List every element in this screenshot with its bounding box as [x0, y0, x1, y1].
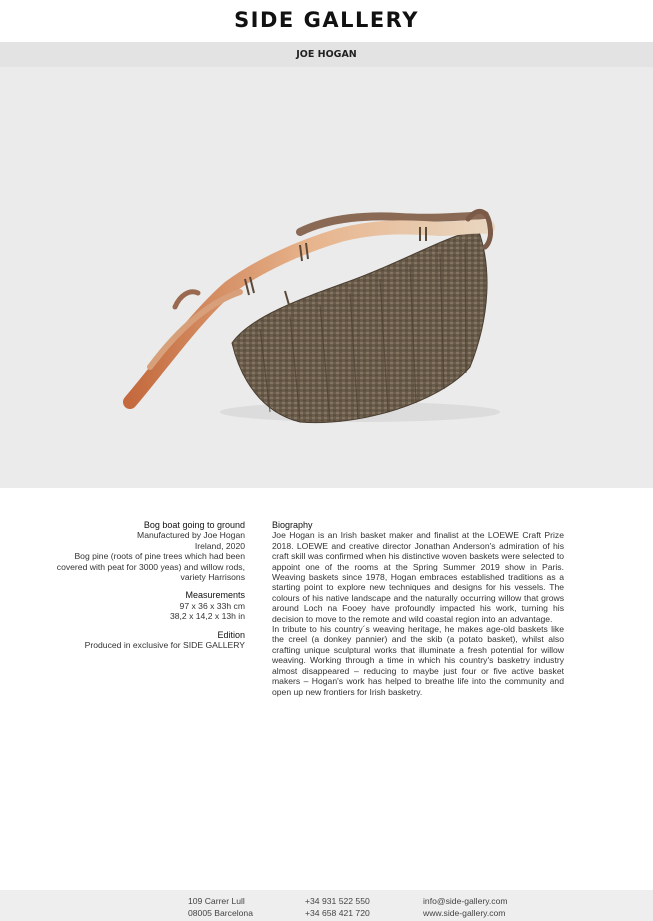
basket-illustration — [0, 67, 653, 488]
website-link[interactable]: www.side-gallery.com — [423, 908, 506, 918]
product-title: Bog boat going to ground — [143, 520, 245, 530]
biography — [272, 520, 564, 697]
product-manufacturer: Manufactured by Joe Hogan — [137, 530, 245, 541]
measurements-label: Measurements — [185, 590, 245, 601]
address-line-2: 08005 Barcelona — [188, 908, 253, 918]
artist-name: JOE HOGAN — [296, 49, 357, 60]
email-link[interactable]: info@side-gallery.com — [423, 896, 508, 906]
product-details — [45, 520, 245, 650]
address-line-1: 109 Carrer Lull — [188, 896, 245, 906]
phone-2[interactable]: +34 658 421 720 — [305, 908, 370, 918]
biography-paragraph-1: Joe Hogan is an Irish basket maker and finalist at the LOEWE Craft Prize 2018. LOEWE and creative director Jonathan Anderson's admiration of his craft skill was confirmed when his distinctive woven baskets were selected to appoint one of the rooms at the Spring Summer 2019 show in Paris. Weaving baskets since 1978, Hogan embraces established traditions as a starting point to explore new techniques and designs for his vessels. The colours of his native landscape and the naturally occurring willow that grows around Loch na Fooey have profoundly impacted his work, turning his decision to move to the remote and wild coastal region into an advantage. — [272, 530, 564, 624]
gallery-logo: SIDE GALLERY — [234, 8, 419, 32]
footer — [0, 890, 653, 921]
footer-address — [188, 895, 253, 919]
product-photo — [0, 67, 653, 488]
footer-phones — [305, 895, 370, 919]
biography-label: Biography — [272, 520, 313, 530]
product-materials: Bog pine (roots of pine trees which had been covered with peat for 3000 yeas) and willow rods, variety Harrisons — [56, 551, 245, 583]
product-origin: Ireland, 2020 — [194, 540, 245, 551]
measurements-in: 38,2 x 14,2 x 13h in — [169, 611, 245, 622]
header — [0, 0, 653, 42]
edition-label: Edition — [217, 629, 245, 640]
measurements-cm: 97 x 36 x 33h cm — [179, 600, 245, 611]
edition-text: Produced in exclusive for SIDE GALLERY — [84, 640, 245, 651]
biography-paragraph-2: In tribute to his country´s weaving heritage, he makes age-old baskets like the creel (a donkey pannier) and the skib (a potato basket), whilst also crafting unique sculptural works that illuminate a fresh potential for willow weaving. Working through a time in which his country's basketry industry almost disappeared – reducing to maybe just four or five active basket makers – Hogan's work has helped to breathe life into the community and open up new frontiers for Irish basketry. — [272, 624, 564, 697]
footer-contact — [423, 895, 508, 919]
phone-1[interactable]: +34 931 522 550 — [305, 896, 370, 906]
